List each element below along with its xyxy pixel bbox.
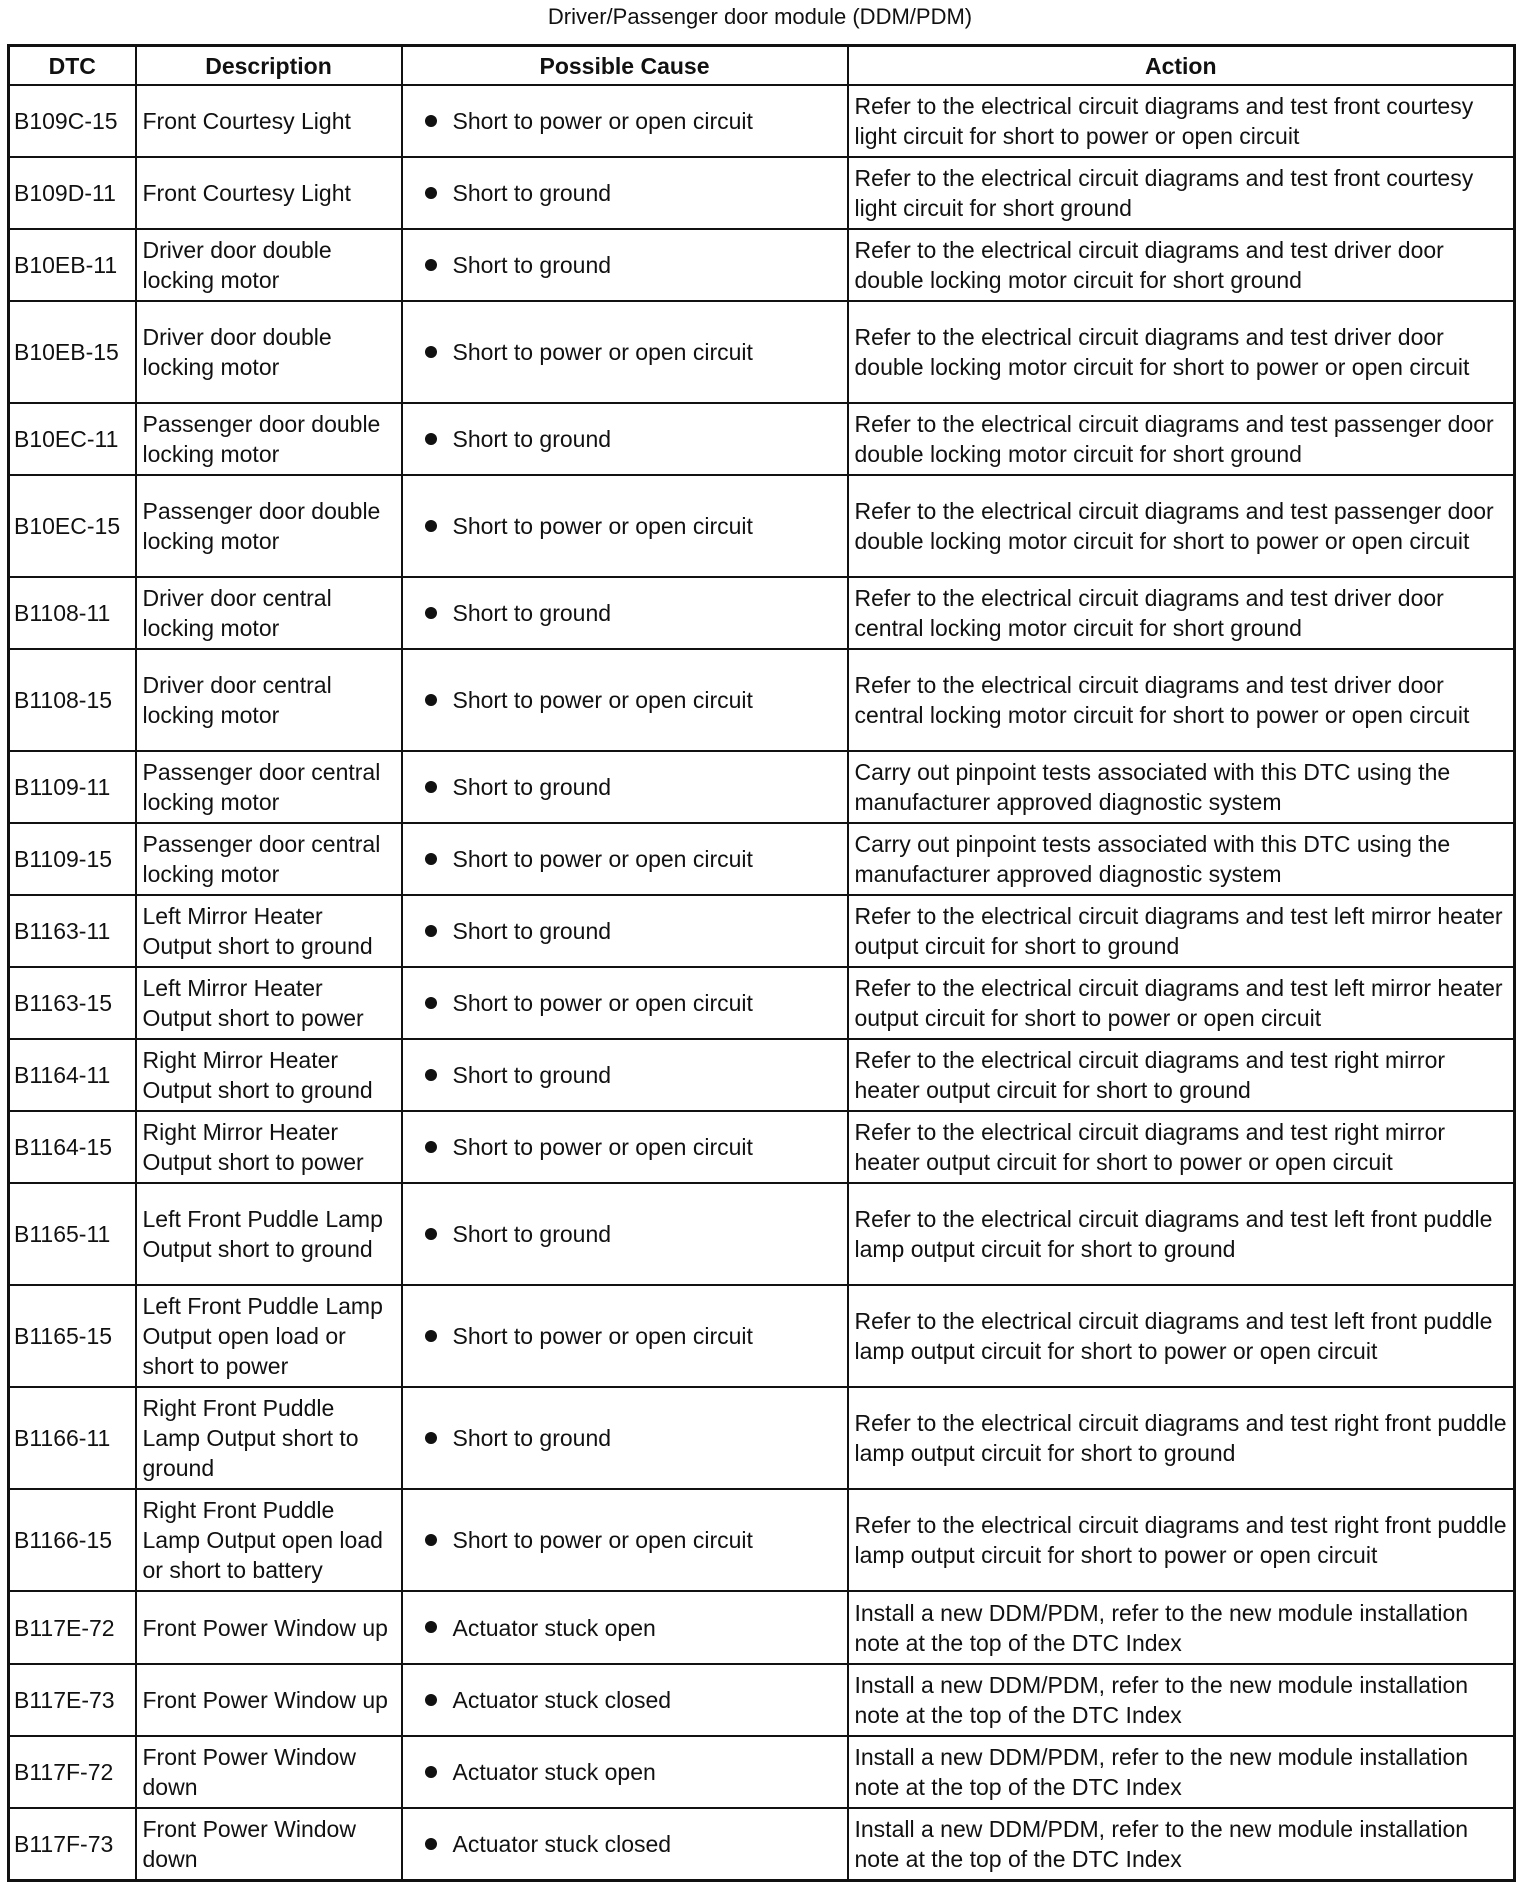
dtc-code: B10EC-11 — [9, 403, 136, 475]
dtc-description: Passenger door central locking motor — [136, 751, 402, 823]
possible-cause — [402, 1111, 848, 1183]
possible-cause-text: Short to ground — [452, 600, 612, 626]
table-row — [9, 475, 1515, 577]
possible-cause-text: Short to ground — [452, 1221, 612, 1247]
possible-cause-text: Actuator stuck open — [452, 1614, 656, 1641]
bullet-icon — [425, 1228, 437, 1240]
possible-cause-text: Short to ground — [452, 918, 612, 944]
dtc-code: B10EC-15 — [9, 475, 136, 577]
dtc-code: B1163-11 — [9, 895, 136, 967]
table-row — [9, 967, 1515, 1039]
table-row — [9, 1285, 1515, 1387]
action-text: Carry out pinpoint tests associated with this DTC using the manufacturer approved diagnostic system — [848, 823, 1515, 895]
table-row — [9, 301, 1515, 403]
bullet-icon — [425, 1766, 437, 1778]
table-row — [9, 403, 1515, 475]
action-text: Refer to the electrical circuit diagrams and test front courtesy light circuit for short ground — [848, 157, 1515, 229]
dtc-code: B109D-11 — [9, 157, 136, 229]
table-row — [9, 1664, 1515, 1736]
dtc-description: Left Mirror Heater Output short to ground — [136, 895, 402, 967]
dtc-code: B1165-11 — [9, 1183, 136, 1285]
dtc-code: B1108-15 — [9, 649, 136, 751]
table-row — [9, 823, 1515, 895]
table-row — [9, 229, 1515, 301]
bullet-icon — [425, 115, 437, 127]
possible-cause — [402, 157, 848, 229]
action-text: Refer to the electrical circuit diagrams and test passenger door double locking motor circuit for short ground — [848, 403, 1515, 475]
table-row — [9, 1489, 1515, 1591]
dtc-code: B1108-11 — [9, 577, 136, 649]
possible-cause — [402, 1039, 848, 1111]
action-text: Refer to the electrical circuit diagrams and test front courtesy light circuit for short to power or open circuit — [848, 85, 1515, 157]
dtc-description: Passenger door central locking motor — [136, 823, 402, 895]
possible-cause-text: Actuator stuck closed — [452, 1687, 672, 1713]
bullet-icon — [425, 1621, 437, 1633]
table-row — [9, 1591, 1515, 1664]
possible-cause — [402, 1736, 848, 1808]
action-text: Refer to the electrical circuit diagrams and test driver door central locking motor circuit for short to power or open circuit — [848, 649, 1515, 751]
possible-cause — [402, 1387, 848, 1489]
possible-cause — [402, 1664, 848, 1736]
dtc-code: B1163-15 — [9, 967, 136, 1039]
dtc-description: Driver door double locking motor — [136, 229, 402, 301]
dtc-code: B1165-15 — [9, 1285, 136, 1387]
action-text: Refer to the electrical circuit diagrams and test passenger door double locking motor circuit for short to power or open circuit — [848, 475, 1515, 577]
possible-cause-text: Short to power or open circuit — [452, 513, 753, 539]
bullet-icon — [425, 1141, 437, 1153]
dtc-code: B117F-72 — [9, 1736, 136, 1808]
table-row — [9, 1111, 1515, 1183]
possible-cause — [402, 403, 848, 475]
action-text: Install a new DDM/PDM, refer to the new module installation note at the top of the DTC Index — [848, 1591, 1515, 1664]
dtc-description: Front Power Window down — [136, 1808, 402, 1880]
dtc-description: Passenger door double locking motor — [136, 403, 402, 475]
possible-cause — [402, 301, 848, 403]
action-text: Refer to the electrical circuit diagrams and test driver door double locking motor circuit for short to power or open circuit — [848, 301, 1515, 403]
table-row — [9, 895, 1515, 967]
action-text: Refer to the electrical circuit diagrams and test left front puddle lamp output circuit for short to ground — [848, 1183, 1515, 1285]
action-text: Install a new DDM/PDM, refer to the new module installation note at the top of the DTC Index — [848, 1736, 1515, 1808]
dtc-description: Driver door central locking motor — [136, 577, 402, 649]
possible-cause-text: Short to ground — [452, 426, 612, 452]
bullet-icon — [425, 259, 437, 271]
column-header-dtc: DTC — [9, 46, 136, 86]
possible-cause — [402, 895, 848, 967]
possible-cause — [402, 1285, 848, 1387]
possible-cause-text: Short to power or open circuit — [452, 108, 753, 134]
dtc-table — [7, 44, 1516, 1882]
possible-cause-text: Short to power or open circuit — [452, 1134, 753, 1160]
dtc-code: B1164-15 — [9, 1111, 136, 1183]
table-row — [9, 1183, 1515, 1285]
dtc-code: B10EB-15 — [9, 301, 136, 403]
bullet-icon — [425, 520, 437, 532]
bullet-icon — [425, 1432, 437, 1444]
dtc-description: Right Front Puddle Lamp Output open load or short to battery — [136, 1489, 402, 1591]
dtc-code: B109C-15 — [9, 85, 136, 157]
dtc-code: B1166-11 — [9, 1387, 136, 1489]
table-body — [9, 85, 1515, 1880]
possible-cause-text: Short to ground — [452, 180, 612, 206]
page-title: Driver/Passenger door module (DDM/PDM) — [547, 4, 973, 29]
column-header-possible-cause: Possible Cause — [402, 46, 848, 86]
action-text: Refer to the electrical circuit diagrams and test left front puddle lamp output circuit for short to power or open circuit — [848, 1285, 1515, 1387]
possible-cause-text: Short to power or open circuit — [452, 1527, 753, 1553]
dtc-description: Front Courtesy Light — [136, 85, 402, 157]
dtc-description: Right Front Puddle Lamp Output short to ground — [136, 1387, 402, 1489]
possible-cause — [402, 1808, 848, 1880]
possible-cause-text: Actuator stuck open — [452, 1759, 656, 1785]
dtc-description: Left Front Puddle Lamp Output open load or short to power — [136, 1285, 402, 1387]
action-text: Refer to the electrical circuit diagrams and test driver door double locking motor circuit for short ground — [848, 229, 1515, 301]
bullet-icon — [425, 433, 437, 445]
table-row — [9, 1736, 1515, 1808]
bullet-icon — [425, 781, 437, 793]
dtc-code: B1164-11 — [9, 1039, 136, 1111]
dtc-description: Right Mirror Heater Output short to power — [136, 1111, 402, 1183]
dtc-description: Driver door central locking motor — [136, 649, 402, 751]
table-row — [9, 577, 1515, 649]
bullet-icon — [425, 853, 437, 865]
dtc-code: B1166-15 — [9, 1489, 136, 1591]
dtc-code: B117E-72 — [9, 1591, 136, 1664]
dtc-description: Right Mirror Heater Output short to ground — [136, 1039, 402, 1111]
table-row — [9, 1808, 1515, 1880]
possible-cause — [402, 229, 848, 301]
dtc-description: Front Power Window up — [136, 1591, 402, 1664]
dtc-description: Left Mirror Heater Output short to power — [136, 967, 402, 1039]
action-text: Refer to the electrical circuit diagrams and test right front puddle lamp output circuit for short to ground — [848, 1387, 1515, 1489]
bullet-icon — [425, 1069, 437, 1081]
action-text: Install a new DDM/PDM, refer to the new module installation note at the top of the DTC Index — [848, 1664, 1515, 1736]
bullet-icon — [425, 1694, 437, 1706]
dtc-description: Front Power Window up — [136, 1664, 402, 1736]
possible-cause-text: Actuator stuck closed — [452, 1830, 672, 1857]
possible-cause-text: Short to ground — [452, 1425, 612, 1451]
dtc-code: B10EB-11 — [9, 229, 136, 301]
bullet-icon — [425, 925, 437, 937]
header-row — [9, 46, 1515, 86]
possible-cause — [402, 1183, 848, 1285]
dtc-description: Left Front Puddle Lamp Output short to ground — [136, 1183, 402, 1285]
possible-cause — [402, 475, 848, 577]
bullet-icon — [425, 997, 437, 1009]
action-text: Refer to the electrical circuit diagrams and test left mirror heater output circuit for short to ground — [848, 895, 1515, 967]
action-text: Carry out pinpoint tests associated with this DTC using the manufacturer approved diagnostic system — [848, 751, 1515, 823]
possible-cause — [402, 577, 848, 649]
bullet-icon — [425, 1330, 437, 1342]
action-text: Refer to the electrical circuit diagrams and test right front puddle lamp output circuit for short to power or open circuit — [848, 1489, 1515, 1591]
dtc-description: Passenger door double locking motor — [136, 475, 402, 577]
dtc-code: B1109-15 — [9, 823, 136, 895]
possible-cause — [402, 1489, 848, 1591]
dtc-code: B1109-11 — [9, 751, 136, 823]
bullet-icon — [425, 607, 437, 619]
action-text: Refer to the electrical circuit diagrams and test right mirror heater output circuit for short to ground — [848, 1039, 1515, 1111]
table-row — [9, 1039, 1515, 1111]
possible-cause — [402, 649, 848, 751]
possible-cause-text: Short to power or open circuit — [452, 846, 753, 872]
bullet-icon — [425, 346, 437, 358]
possible-cause-text: Short to ground — [452, 252, 612, 278]
dtc-code: B117E-73 — [9, 1664, 136, 1736]
bullet-icon — [425, 1838, 437, 1850]
bullet-icon — [425, 1534, 437, 1546]
action-text: Refer to the electrical circuit diagrams and test driver door central locking motor circuit for short ground — [848, 577, 1515, 649]
dtc-description: Driver door double locking motor — [136, 301, 402, 403]
table-row — [9, 85, 1515, 157]
possible-cause — [402, 967, 848, 1039]
possible-cause — [402, 1591, 848, 1664]
possible-cause-text: Short to power or open circuit — [452, 339, 753, 365]
possible-cause — [402, 823, 848, 895]
possible-cause-text: Short to power or open circuit — [452, 990, 753, 1016]
dtc-description: Front Power Window down — [136, 1736, 402, 1808]
table-row — [9, 649, 1515, 751]
bullet-icon — [425, 694, 437, 706]
dtc-code: B117F-73 — [9, 1808, 136, 1880]
table-row — [9, 1387, 1515, 1489]
bullet-icon — [425, 187, 437, 199]
table-row — [9, 751, 1515, 823]
possible-cause-text: Short to ground — [452, 774, 612, 800]
table-row — [9, 157, 1515, 229]
possible-cause-text: Short to ground — [452, 1062, 612, 1088]
action-text: Install a new DDM/PDM, refer to the new module installation note at the top of the DTC Index — [848, 1808, 1515, 1880]
column-header-action: Action — [848, 46, 1515, 86]
action-text: Refer to the electrical circuit diagrams and test left mirror heater output circuit for short to power or open circuit — [848, 967, 1515, 1039]
possible-cause-text: Short to power or open circuit — [452, 1323, 753, 1349]
dtc-description: Front Courtesy Light — [136, 157, 402, 229]
column-header-description: Description — [136, 46, 402, 86]
possible-cause-text: Short to power or open circuit — [452, 687, 753, 713]
action-text: Refer to the electrical circuit diagrams and test right mirror heater output circuit for short to power or open circuit — [848, 1111, 1515, 1183]
possible-cause — [402, 751, 848, 823]
possible-cause — [402, 85, 848, 157]
